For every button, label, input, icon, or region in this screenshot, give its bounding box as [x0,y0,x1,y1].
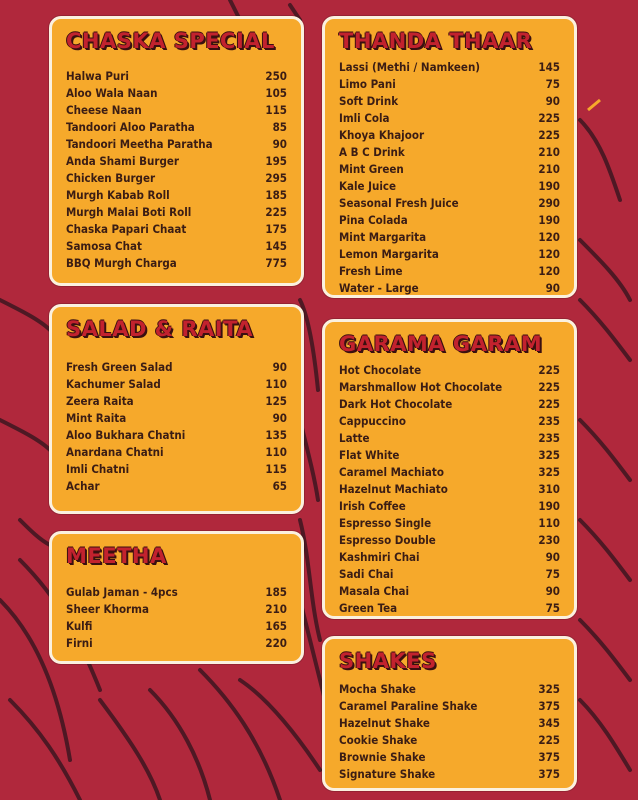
item-name: Anardana Chatni [66,445,164,459]
menu-item [339,110,560,127]
item-price: 235 [538,414,560,428]
menu-item [339,681,560,698]
item-price: 210 [538,162,560,176]
menu-item [339,362,560,379]
item-price: 90 [272,360,287,374]
item-price: 75 [545,77,560,91]
menu-item [339,379,560,396]
item-name: Latte [339,431,370,445]
item-name: Halwa Puri [66,69,129,83]
accent-stroke [588,100,600,110]
item-price: 135 [265,428,287,442]
item-price: 295 [265,171,287,185]
item-name: Chaska Papari Chaat [66,222,187,236]
menu-item [339,532,560,549]
item-name: Aloo Bukhara Chatni [66,428,186,442]
section-thanda-thaar [322,16,577,298]
item-price: 225 [538,363,560,377]
item-name: Imli Cola [339,111,390,125]
section-title: MEETHA [66,544,167,568]
item-name: Fresh Green Salad [66,360,173,374]
menu-item [66,221,287,238]
item-name: Soft Drink [339,94,399,108]
item-name: Cheese Naan [66,103,142,117]
menu-item [339,195,560,212]
item-price: 225 [538,128,560,142]
item-price: 375 [538,750,560,764]
menu-item [339,549,560,566]
item-name: Seasonal Fresh Juice [339,196,459,210]
item-price: 210 [265,602,287,616]
item-name: Pina Colada [339,213,408,227]
menu-item [339,93,560,110]
menu-item [339,76,560,93]
menu-item [339,583,560,600]
menu-item [339,178,560,195]
menu-item [339,698,560,715]
item-name: Chicken Burger [66,171,156,185]
item-price: 110 [265,377,287,391]
item-price: 225 [265,205,287,219]
item-name: Dark Hot Chocolate [339,397,453,411]
menu-list [339,362,560,617]
menu-item [66,427,287,444]
item-name: A B C Drink [339,145,405,159]
item-price: 225 [538,111,560,125]
menu-item [66,393,287,410]
menu-item [339,566,560,583]
item-price: 120 [538,264,560,278]
menu-item [339,600,560,617]
item-price: 105 [265,86,287,100]
item-name: Mint Green [339,162,404,176]
item-name: Samosa Chat [66,239,142,253]
item-name: Mint Raita [66,411,127,425]
menu-item [66,119,287,136]
item-price: 375 [538,767,560,781]
item-name: Mint Margarita [339,230,427,244]
item-name: Imli Chatni [66,462,130,476]
item-name: Signature Shake [339,767,436,781]
item-price: 225 [538,397,560,411]
item-price: 165 [265,619,287,633]
item-price: 90 [545,94,560,108]
item-price: 250 [265,69,287,83]
item-price: 90 [545,281,560,295]
menu-item [66,359,287,376]
menu-item [339,229,560,246]
item-name: Caramel Machiato [339,465,444,479]
item-name: Sadi Chai [339,567,394,581]
item-price: 230 [538,533,560,547]
item-price: 90 [272,411,287,425]
item-name: Sheer Khorma [66,602,149,616]
menu-item [66,584,287,601]
section-meetha [49,531,304,664]
item-name: Mocha Shake [339,682,416,696]
item-price: 195 [265,154,287,168]
menu-list [66,584,287,652]
menu-item [339,430,560,447]
item-price: 120 [538,247,560,261]
menu-item [339,280,560,297]
item-name: Anda Shami Burger [66,154,179,168]
menu-item [339,732,560,749]
item-price: 90 [545,584,560,598]
item-name: Gulab Jaman - 4pcs [66,585,178,599]
menu-item [66,461,287,478]
menu-list [339,59,560,297]
section-title: THANDA THAAR [339,29,533,53]
item-name: Irish Coffee [339,499,406,513]
item-name: Khoya Khajoor [339,128,425,142]
item-price: 210 [538,145,560,159]
menu-item [339,246,560,263]
item-price: 225 [538,733,560,747]
item-price: 90 [272,137,287,151]
menu-item [339,413,560,430]
item-price: 225 [538,380,560,394]
item-price: 775 [265,256,287,270]
menu-list [66,359,287,495]
item-price: 325 [538,682,560,696]
menu-item [339,498,560,515]
item-price: 110 [265,445,287,459]
item-price: 190 [538,179,560,193]
item-name: Limo Pani [339,77,396,91]
item-name: Lassi (Methi / Namkeen) [339,60,481,74]
item-name: Hazelnut Machiato [339,482,448,496]
item-name: Aloo Wala Naan [66,86,158,100]
item-price: 220 [265,636,287,650]
item-price: 85 [272,120,287,134]
menu-item [66,68,287,85]
item-name: Tandoori Aloo Paratha [66,120,195,134]
item-price: 375 [538,699,560,713]
menu-item [339,749,560,766]
menu-item [66,601,287,618]
menu-item [66,255,287,272]
menu-item [66,376,287,393]
item-name: Kachumer Salad [66,377,161,391]
item-price: 75 [545,601,560,615]
item-name: BBQ Murgh Charga [66,256,177,270]
menu-item [339,447,560,464]
menu-item [339,59,560,76]
menu-item [66,187,287,204]
item-name: Firni [66,636,93,650]
item-name: Water - Large [339,281,419,295]
item-price: 175 [265,222,287,236]
menu-list [66,68,287,272]
item-price: 190 [538,499,560,513]
item-name: Hazelnut Shake [339,716,430,730]
item-name: Masala Chai [339,584,410,598]
item-name: Kale Juice [339,179,397,193]
item-name: Espresso Single [339,516,432,530]
menu-item [339,161,560,178]
item-price: 75 [545,567,560,581]
section-salad-raita [49,304,304,514]
menu-item [66,635,287,652]
item-price: 125 [265,394,287,408]
item-price: 115 [265,462,287,476]
item-name: Murgh Malai Boti Roll [66,205,192,219]
item-name: Marshmallow Hot Chocolate [339,380,503,394]
menu-item [66,153,287,170]
menu-item [339,481,560,498]
menu-item [66,478,287,495]
item-price: 310 [538,482,560,496]
menu-item [66,618,287,635]
menu-item [66,102,287,119]
menu-item [339,144,560,161]
menu-item [66,410,287,427]
menu-item [66,204,287,221]
menu-item [339,263,560,280]
item-price: 345 [538,716,560,730]
item-name: Cappuccino [339,414,407,428]
item-price: 110 [538,516,560,530]
menu-list [339,681,560,783]
item-name: Tandoori Meetha Paratha [66,137,213,151]
menu-item [339,127,560,144]
item-price: 235 [538,431,560,445]
item-name: Caramel Paraline Shake [339,699,478,713]
menu-item [66,170,287,187]
section-title: SHAKES [339,649,437,673]
item-name: Fresh Lime [339,264,403,278]
menu-item [339,464,560,481]
item-price: 120 [538,230,560,244]
menu-item [66,444,287,461]
menu-item [339,715,560,732]
menu-item [339,515,560,532]
item-name: Kulfi [66,619,93,633]
section-title: GARAMA GARAM [339,332,543,356]
item-name: Cookie Shake [339,733,418,747]
item-name: Hot Chocolate [339,363,422,377]
item-name: Zeera Raita [66,394,134,408]
item-name: Achar [66,479,100,493]
item-price: 290 [538,196,560,210]
item-price: 185 [265,188,287,202]
menu-item [339,212,560,229]
item-name: Green Tea [339,601,398,615]
item-name: Lemon Margarita [339,247,439,261]
item-price: 325 [538,465,560,479]
menu-item [339,766,560,783]
item-price: 185 [265,585,287,599]
item-price: 325 [538,448,560,462]
item-price: 145 [538,60,560,74]
menu-item [66,238,287,255]
menu-item [66,136,287,153]
item-name: Murgh Kabab Roll [66,188,170,202]
item-price: 190 [538,213,560,227]
section-garama-garam [322,319,577,619]
item-name: Espresso Double [339,533,436,547]
item-price: 115 [265,103,287,117]
section-chaska-special [49,16,304,286]
item-name: Brownie Shake [339,750,426,764]
section-shakes [322,636,577,791]
item-price: 145 [265,239,287,253]
item-name: Kashmiri Chai [339,550,420,564]
item-price: 65 [272,479,287,493]
menu-item [339,396,560,413]
item-price: 90 [545,550,560,564]
menu-item [66,85,287,102]
item-name: Flat White [339,448,400,462]
section-title: SALAD & RAITA [66,317,254,341]
section-title: CHASKA SPECIAL [66,29,275,53]
